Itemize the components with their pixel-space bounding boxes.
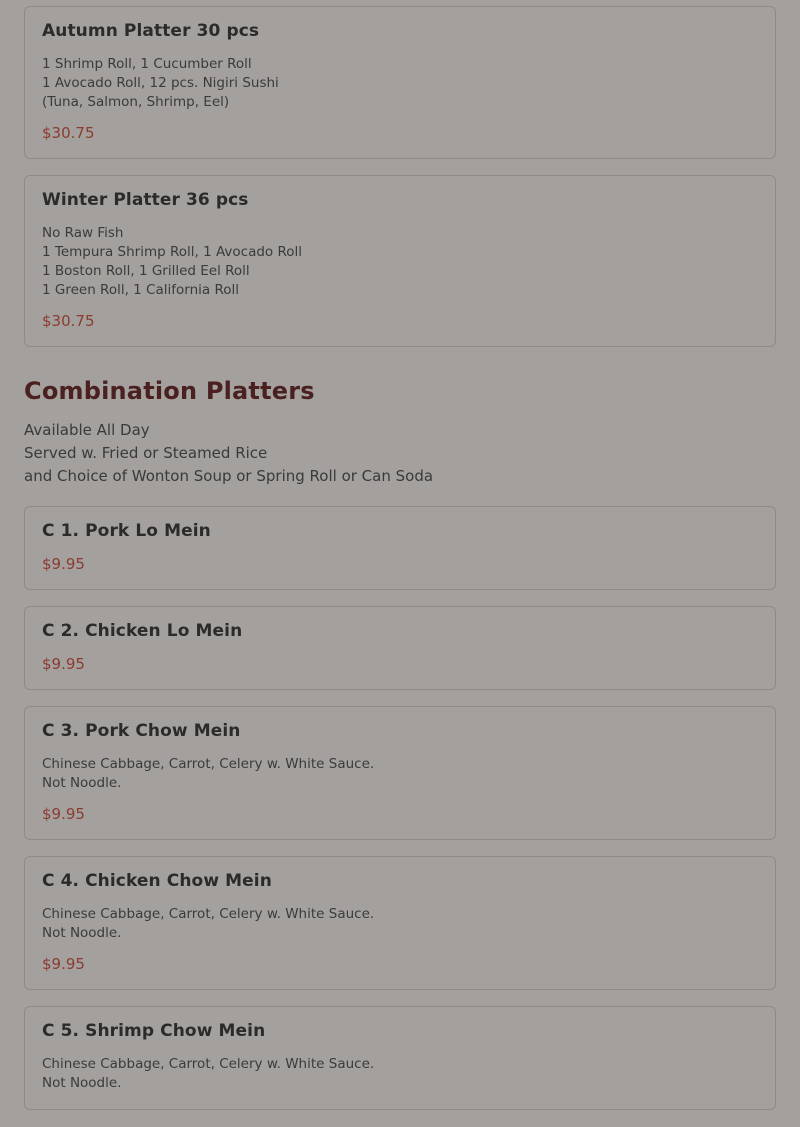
description-line: Not Noodle. <box>42 1075 122 1091</box>
description-line: Not Noodle. <box>42 925 122 941</box>
menu-item-card[interactable] <box>24 1006 776 1110</box>
menu-item-description <box>42 755 758 793</box>
menu-item-title: Winter Platter 36 pcs <box>42 190 249 210</box>
section-title: Combination Platters <box>24 377 315 405</box>
menu-item-price: $9.95 <box>42 805 85 823</box>
menu-item-card[interactable] <box>24 856 776 990</box>
description-line: No Raw Fish <box>42 225 124 241</box>
section-note <box>24 419 776 488</box>
menu-item-card[interactable] <box>24 606 776 690</box>
menu-item-title: C 4. Chicken Chow Mein <box>42 871 272 891</box>
description-line: 1 Green Roll, 1 California Roll <box>42 282 239 298</box>
menu-item-price: $9.95 <box>42 555 85 573</box>
menu-item-description <box>42 1055 758 1093</box>
menu-item-description <box>42 55 758 112</box>
description-line: Chinese Cabbage, Carrot, Celery w. White Sauce. <box>42 1056 375 1072</box>
menu-item-price: $30.75 <box>42 312 95 330</box>
menu-item-description <box>42 224 758 300</box>
menu-item-description <box>42 905 758 943</box>
section-note-line: and Choice of Wonton Soup or Spring Roll or Can Soda <box>24 467 434 485</box>
menu-item-card[interactable] <box>24 506 776 590</box>
menu-item-title: C 5. Shrimp Chow Mein <box>42 1021 266 1041</box>
menu-item-card[interactable] <box>24 175 776 347</box>
menu-item-title: Autumn Platter 30 pcs <box>42 21 260 41</box>
description-line: (Tuna, Salmon, Shrimp, Eel) <box>42 94 230 110</box>
section-note-line: Served w. Fried or Steamed Rice <box>24 444 268 462</box>
menu-item-title: C 3. Pork Chow Mein <box>42 721 241 741</box>
section-note-line: Available All Day <box>24 421 150 439</box>
menu-item-card[interactable] <box>24 706 776 840</box>
description-line: Chinese Cabbage, Carrot, Celery w. White Sauce. <box>42 906 375 922</box>
menu-item-title: C 2. Chicken Lo Mein <box>42 621 243 641</box>
description-line: 1 Avocado Roll, 12 pcs. Nigiri Sushi <box>42 75 279 91</box>
description-line: 1 Shrimp Roll, 1 Cucumber Roll <box>42 56 252 72</box>
menu-item-price: $9.95 <box>42 655 85 673</box>
description-line: Not Noodle. <box>42 775 122 791</box>
menu-item-price: $9.95 <box>42 955 85 973</box>
description-line: 1 Tempura Shrimp Roll, 1 Avocado Roll <box>42 244 303 260</box>
description-line: 1 Boston Roll, 1 Grilled Eel Roll <box>42 263 250 279</box>
menu-item-card[interactable] <box>24 6 776 159</box>
menu-item-price: $30.75 <box>42 124 95 142</box>
description-line: Chinese Cabbage, Carrot, Celery w. White Sauce. <box>42 756 375 772</box>
menu-item-title: C 1. Pork Lo Mein <box>42 521 211 541</box>
